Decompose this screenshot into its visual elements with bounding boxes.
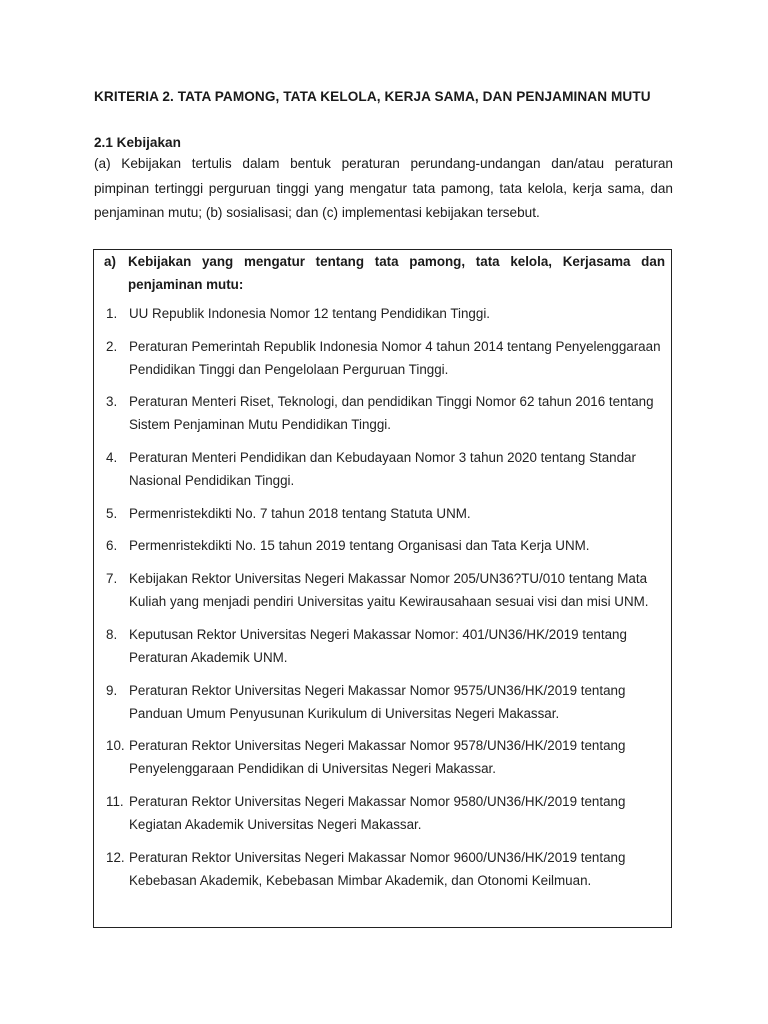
list-item [94,734,671,780]
list-item-number: 3. [106,394,118,410]
policy-box-title-text: Kebijakan yang mengatur tentang tata pamong, tata kelola, Kerjasama dan penjaminan mutu: [128,254,665,292]
list-item [94,502,671,525]
list-item-text: Permenristekdikti No. 7 tahun 2018 tentang Statuta UNM. [129,505,471,521]
list-item [94,623,671,669]
section-heading: 2.1 Kebijakan [94,135,181,150]
list-item-text: Peraturan Menteri Pendidikan dan Kebudayaan Nomor 3 tahun 2020 tentang Standar Nasional Pendidikan Tinggi. [129,450,636,489]
list-item-text: Peraturan Menteri Riset, Teknologi, dan pendidikan Tinggi Nomor 62 tahun 2016 tentang Sistem Penjaminan Mutu Pendidikan Tinggi. [129,394,654,433]
list-item-number: 5. [106,505,118,521]
list-item-number: 7. [106,571,118,587]
list-item-text: Peraturan Rektor Universitas Negeri Makassar Nomor 9575/UN36/HK/2019 tentang Panduan Umum Penyusunan Kurikulum di Universitas Negeri Makassar. [129,682,626,721]
policy-box-title [104,250,665,296]
list-item-text: Permenristekdikti No. 15 tahun 2019 tentang Organisasi dan Tata Kerja UNM. [129,538,590,554]
policy-box-marker: a) [104,254,116,269]
list-item [94,846,671,892]
list-item-text: Peraturan Rektor Universitas Negeri Makassar Nomor 9600/UN36/HK/2019 tentang Kebebasan Akademik, Kebebasan Mimbar Akademik, dan Otonomi Keilmuan. [129,849,626,888]
list-item-text: Peraturan Pemerintah Republik Indonesia Nomor 4 tahun 2014 tentang Penyelenggaraan Pendidikan Tinggi dan Pengelolaan Perguruan Tinggi. [129,338,661,377]
policy-box [93,249,672,928]
list-item-text: Peraturan Rektor Universitas Negeri Makassar Nomor 9578/UN36/HK/2019 tentang Penyelenggaraan Pendidikan di Universitas Negeri Makassar. [129,738,626,777]
list-item-text: Kebijakan Rektor Universitas Negeri Makassar Nomor 205/UN36?TU/010 tentang Mata Kuliah yang menjadi pendiri Universitas yaitu Kewirausahaan sesuai visi dan misi UNM. [129,571,649,610]
intro-paragraph: (a) Kebijakan tertulis dalam bentuk peraturan perundang-undangan dan/atau peraturan pimpinan tertinggi perguruan tinggi yang mengatur tata pamong, tata kelola, kerja sama, dan penjaminan mutu; (b) sosialisasi; dan (c) implementasi kebijakan tersebut. [94,156,673,220]
list-item-number: 8. [106,626,118,642]
list-item-text: Keputusan Rektor Universitas Negeri Makassar Nomor: 401/UN36/HK/2019 tentang Peraturan Akademik UNM. [129,626,627,665]
list-item-number: 1. [106,306,118,321]
policy-list [94,302,671,901]
list-item [94,567,671,613]
list-item [94,790,671,836]
list-item-number: 2. [106,338,118,354]
list-item [94,335,671,381]
list-item-text: Peraturan Rektor Universitas Negeri Makassar Nomor 9580/UN36/HK/2019 tentang Kegiatan Akademik Universitas Negeri Makassar. [129,793,626,832]
list-item [94,446,671,492]
list-item [94,534,671,557]
list-item [94,302,671,325]
list-item-number: 10. [106,738,125,754]
list-item-number: 9. [106,682,118,698]
list-item [94,390,671,436]
list-item-number: 6. [106,538,118,554]
list-item-number: 4. [106,450,118,466]
list-item-number: 12. [106,849,125,865]
criteria-heading: KRITERIA 2. TATA PAMONG, TATA KELOLA, KERJA SAMA, DAN PENJAMINAN MUTU [94,89,651,104]
list-item-text: UU Republik Indonesia Nomor 12 tentang Pendidikan Tinggi. [129,306,491,321]
list-item-number: 11. [106,793,124,809]
list-item [94,679,671,725]
